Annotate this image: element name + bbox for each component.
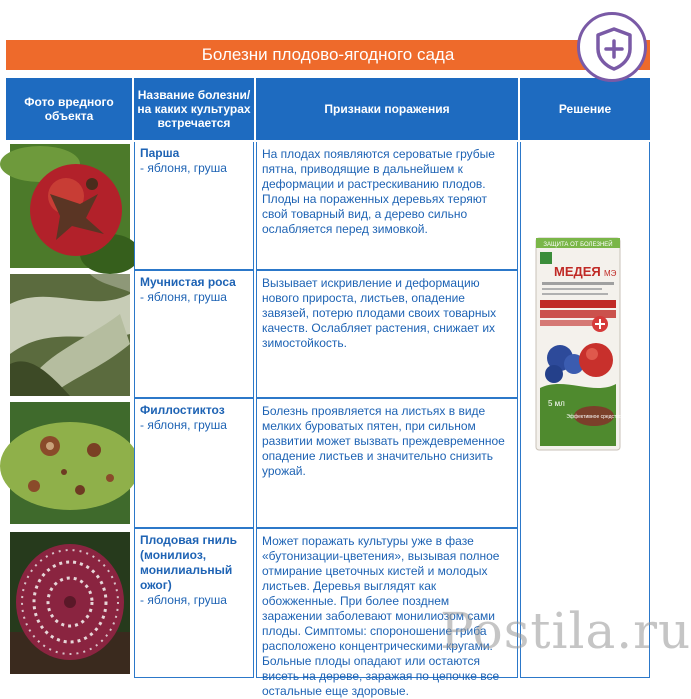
product-package [534, 236, 622, 452]
disease-crops: - яблоня, груша [140, 290, 227, 304]
disease-signs: Болезнь проявляется на листьях в виде мелких буроватых пятен, при сильном развитии может вызвать преждевременное опадение листьев и значительно снизить урожай. [256, 398, 518, 528]
disease-signs: Вызывает искривление и деформацию нового прироста, листьев, опадение завязей, потерю плодами своих товарных качеств. Ослабляет растения, снижает их зимостойкость. [256, 270, 518, 398]
product-brand: МЕДЕЯ [554, 264, 601, 279]
photo-moniliosis-fruit [10, 532, 130, 674]
disease-name: Плодовая гниль (монилиоз, монилиальный ожог) [140, 533, 238, 592]
header-solution: Решение [520, 78, 650, 140]
svg-text:Эффективное средство: Эффективное средство [566, 414, 622, 420]
disease-crops: - яблоня, груша [140, 161, 227, 175]
photo-phyllosticta-leaf [10, 402, 130, 524]
disease-signs: Может поражать культуры уже в фазе «бутонизации-цветения», вызывая полное отмирание цветочных кистей и молодых листьев. Деревья выглядят как обожженные. При более позднем заражении заболевают монилиозом сами плоды. Симптомы: спороношение гриба расположено концентрическими кругами. Больные плоды опадают или остаются висеть на дереве, заражая по цепочке все остальные еще здоровые. [256, 528, 518, 678]
disease-name: Филлостиктоз [140, 403, 225, 417]
banner-title: Болезни плодово-ягодного сада [6, 40, 650, 70]
header-name: Название болезни/ на каких культурах встречается [134, 78, 254, 140]
product-tagline: ЗАЩИТА ОТ БОЛЕЗНЕЙ [543, 242, 613, 248]
header-signs: Признаки поражения [256, 78, 518, 140]
disease-name-cell [134, 142, 254, 270]
product-volume: 5 мл [548, 399, 565, 408]
disease-crops: - яблоня, груша [140, 418, 227, 432]
product-suffix: МЭ [604, 269, 617, 278]
shield-plus-icon [594, 27, 634, 71]
disease-name-cell [134, 270, 254, 398]
disease-signs: На плодах появляются сероватые грубые пятна, приводящие в дальнейшем к деформации и растрескиванию плодов. Плоды на пораженных деревьях теряют свой товарный вид, а дерево сильно ослабляется перед зимовкой. [256, 142, 518, 270]
disease-crops: - яблоня, груша [140, 593, 227, 607]
disease-name-cell [134, 528, 254, 678]
watermark-text: Postila.ru [440, 602, 691, 660]
photo-scab-apple [10, 144, 130, 268]
disease-name: Мучнистая роса [140, 275, 236, 289]
photo-powdery-mildew [10, 274, 130, 396]
shield-plus-badge [577, 12, 647, 82]
disease-name: Парша [140, 146, 180, 160]
disease-name-cell [134, 398, 254, 528]
header-photo: Фото вредного объекта [6, 78, 132, 140]
